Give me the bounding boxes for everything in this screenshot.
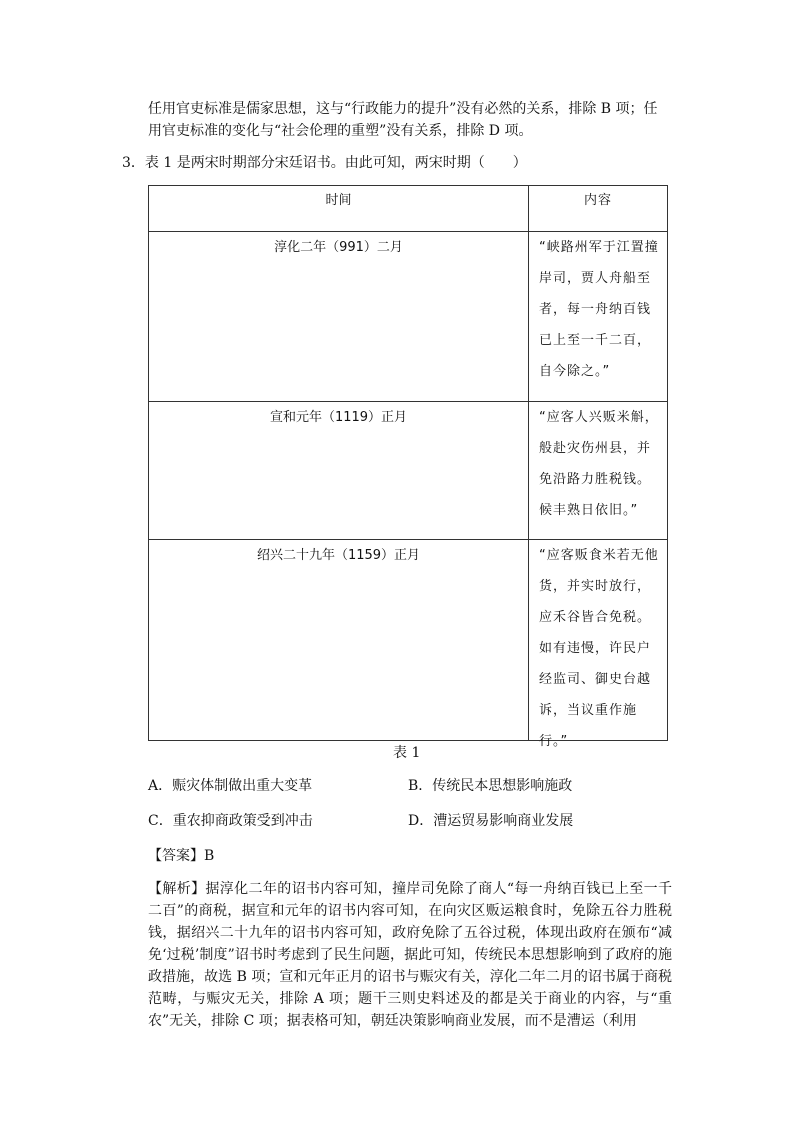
table-header-row: [149, 186, 667, 232]
table-row: [149, 540, 667, 749]
edict-table: [148, 185, 668, 749]
option-c[interactable]: C．重农抑商政策受到冲击: [148, 813, 313, 829]
row-time: 绍兴二十九年（1159）正月: [149, 540, 529, 740]
row-time: 淳化二年（991）二月: [149, 232, 529, 401]
intro-paragraph: 任用官吏标准是儒家思想，这与“行政能力的提升”没有必然的关系，排除 B 项；任用官吏标准的变化与“社会伦理的重塑”没有关系，排除 D 项。: [148, 101, 658, 139]
row-content: “峡路州军于江置撞岸司，贾人舟船至者，每一舟纳百钱已上至一千二百，自今除之。”: [539, 240, 659, 379]
table-row: [149, 232, 667, 402]
option-a[interactable]: A．赈灾体制做出重大变革: [148, 778, 313, 794]
option-b[interactable]: B．传统民本思想影响施政: [408, 778, 573, 794]
header-content: 内容: [583, 193, 612, 208]
row-content: “应客贩食米若无他货，并实时放行，应禾谷皆合免税。如有违慢，许民户经监司、御史台越诉，当议重作施行。”: [539, 548, 659, 749]
table-caption: 表 1: [393, 745, 421, 761]
header-time: 时间: [149, 186, 529, 231]
row-time: 宣和元年（1119）正月: [149, 402, 529, 539]
answer-line: 【答案】B: [148, 848, 215, 864]
question-stem: 3．表 1 是两宋时期部分宋廷诏书。由此可知，两宋时期（ ）: [122, 155, 527, 171]
table-row: [149, 402, 667, 540]
option-d[interactable]: D．漕运贸易影响商业发展: [408, 813, 574, 829]
analysis-paragraph: 【解析】据淳化二年的诏书内容可知，撞岸司免除了商人“每一舟纳百钱已上至一千二百”的商税，据宣和元年的诏书内容可知，在向灾区贩运粮食时，免除五谷力胜税钱，据绍兴二十九年的诏书内容可知，政府免除了五谷过税，体现出政府在颁布“减免‘过税’制度”诏书时考虑到了民生问题，据此可知，传统民本思想影响到了政府的施政措施，故选 B 项；宣和元年正月的诏书与赈灾有关，淳化二年二月的诏书属于商税范畴，与赈灾无关，排除 A 项；题干三则史料述及的都是关于商业的内容，与“重农”无关，排除 C 项；据表格可知，朝廷决策影响商业发展，而不是漕运（利用: [148, 881, 672, 1029]
row-content: “应客人兴贩米斛，般赴灾伤州县，并免沿路力胜税钱。候丰熟日依旧。”: [539, 410, 659, 518]
